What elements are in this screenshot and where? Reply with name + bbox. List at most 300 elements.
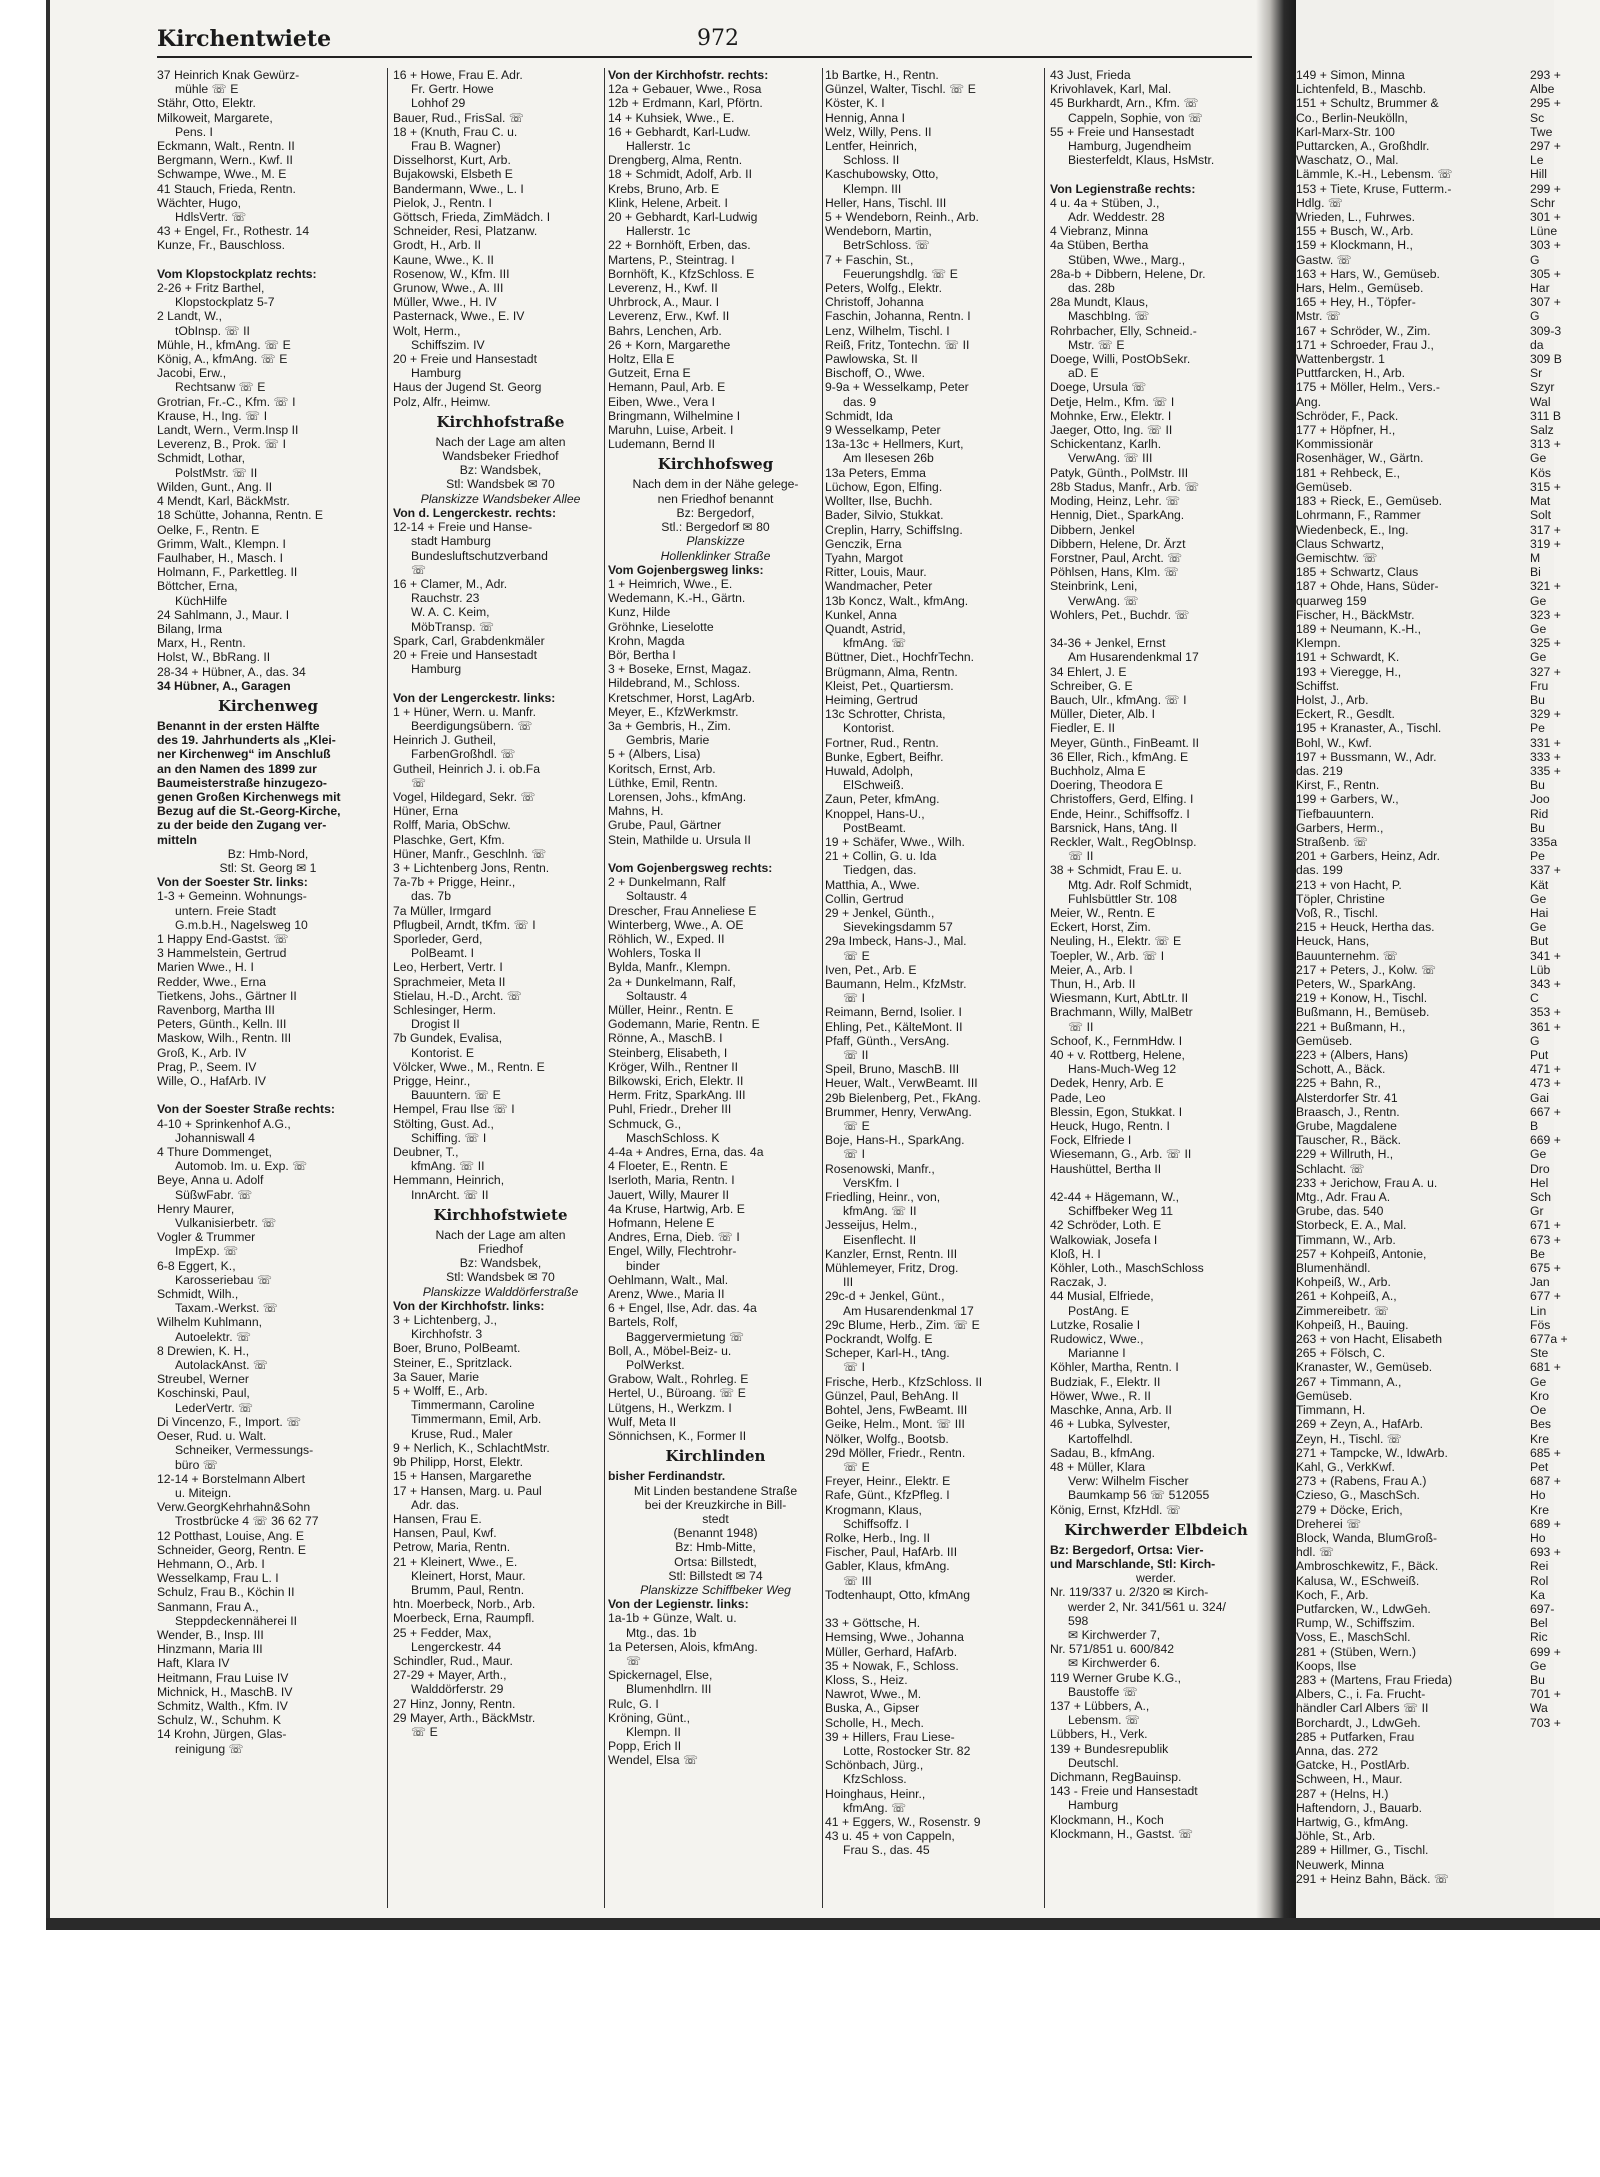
directory-entry: Sönnichsen, K., Former II <box>608 1429 747 1444</box>
directory-entry: Doering, Theodora E <box>1050 778 1163 793</box>
entry-continuation: Baumkamp 56 ☏ 512055 <box>1068 1488 1210 1503</box>
entry-continuation: Gemüseb. <box>1296 1388 1353 1403</box>
facing-column-1 <box>1296 68 1526 1913</box>
entry-continuation: Klempn. III <box>843 181 902 196</box>
directory-entry: 361 + <box>1530 1019 1561 1034</box>
directory-entry: Marx, H., Rentn. <box>157 636 246 651</box>
directory-entry: Ende, Heinr., Schiffsoffz. I <box>1050 806 1190 821</box>
directory-entry: 14 Krohn, Jürgen, Glas- <box>157 1727 287 1742</box>
directory-entry: 229 + Willruth, H., <box>1296 1147 1394 1162</box>
directory-entry: Walkowiak, Josefa I <box>1050 1232 1158 1247</box>
directory-entry: Steinbrink, Leni, <box>1050 579 1138 594</box>
directory-entry: 29a Imbeck, Hans-J., Mal. <box>825 934 967 949</box>
directory-entry: Wiedenbeck, E., Ing. <box>1296 522 1409 537</box>
directory-entry: 41 Stauch, Frieda, Rentn. <box>157 181 296 196</box>
directory-entry: Peters, W., SparkAng. <box>1296 977 1416 991</box>
street-info: (Benannt 1948) <box>673 1526 758 1541</box>
entry-continuation: Straßenb. ☏ <box>1296 834 1369 849</box>
directory-entry: 257 + Kohpeiß, Antonie, <box>1296 1246 1427 1261</box>
directory-entry: Speil, Bruno, MaschB. III <box>825 1062 960 1077</box>
directory-entry: Klockmann, H., Koch <box>1050 1812 1164 1827</box>
directory-entry: 12-14 + Borstelmann Albert <box>157 1471 306 1486</box>
directory-entry: Klink, Helene, Arbeit. I <box>608 195 728 210</box>
directory-entry: 9b Philipp, Horst, Elektr. <box>393 1455 524 1470</box>
directory-entry: Ge <box>1530 1658 1547 1673</box>
directory-entry: Krivohlavek, Karl, Mal. <box>1050 82 1172 97</box>
entry-continuation: AutolackAnst. ☏ <box>175 1358 269 1373</box>
directory-entry: Rulc, G. I <box>608 1696 659 1711</box>
directory-entry: 28a Mundt, Klaus, <box>1050 295 1149 310</box>
directory-entry: Hüner, Erna <box>393 804 459 819</box>
directory-entry: Köhler, Loth., MaschSchloss <box>1050 1261 1204 1276</box>
directory-entry: 34-36 + Jenkel, Ernst <box>1050 636 1166 651</box>
entry-continuation: das. 199 <box>1296 863 1343 878</box>
directory-entry: Leo, Herbert, Vertr. I <box>393 960 503 975</box>
directory-entry: 43 + Engel, Fr., Rothestr. 14 <box>157 224 310 239</box>
section-note: Baumeisterstraße hinzugezo- <box>157 775 327 790</box>
street-info: Stl: Wandsbek ✉ 70 <box>446 477 555 492</box>
entry-continuation: III <box>843 1275 854 1290</box>
directory-entry: Kleist, Pet., Quartiersm. <box>825 678 954 693</box>
directory-entry: 48 + Müller, Klara <box>1050 1459 1146 1474</box>
directory-entry: 28b Stadus, Manfr., Arb. ☏ <box>1050 479 1200 494</box>
directory-entry: Lämmle, K.-H., Lebensm. ☏ <box>1296 167 1453 182</box>
street-info: Stl: St. Georg ✉ 1 <box>219 860 317 875</box>
directory-entry: 223 + (Albers, Hans) <box>1296 1048 1409 1063</box>
entry-continuation: Bundesluftschutzverband <box>411 548 548 563</box>
directory-column-1 <box>157 68 379 1913</box>
entry-continuation: ☏ <box>626 1653 642 1668</box>
directory-entry: Schulz, W., Schuhm. K <box>157 1713 281 1728</box>
column-rule <box>604 68 605 1908</box>
directory-entry: Hars, Helm., Gemüseb. <box>1296 281 1424 296</box>
directory-entry: 267 + Timmann, A., <box>1296 1374 1402 1389</box>
directory-entry: htn. Moerbeck, Norb., Arb. <box>393 1597 536 1612</box>
entry-continuation: VerwAng. ☏ <box>1068 593 1139 608</box>
directory-entry: 21 + Kleinert, Wwe., E. <box>393 1554 518 1569</box>
directory-entry: Fru <box>1530 678 1549 693</box>
directory-entry: Kretschmer, Horst, LagArb. <box>608 690 755 705</box>
entry-continuation: Mtg., das. 1b <box>626 1625 697 1640</box>
entry-continuation: ☏ II <box>1068 849 1094 864</box>
directory-entry: Eiben, Wwe., Vera I <box>608 394 716 409</box>
directory-entry: 219 + Konow, H., Tischl. <box>1296 991 1428 1006</box>
directory-entry: Storbeck, E. A., Mal. <box>1296 1218 1407 1233</box>
directory-entry: Wendel, Elsa ☏ <box>608 1753 699 1768</box>
directory-entry: Oe <box>1530 1403 1547 1418</box>
directory-entry: 17 + Hansen, Marg. u. Paul <box>393 1483 542 1498</box>
directory-entry: Hennig, Diet., SparkAng. <box>1050 508 1185 523</box>
directory-entry: Dibbern, Helene, Dr. Ärzt <box>1050 536 1186 551</box>
entry-continuation: tObInsp. ☏ II <box>175 323 250 338</box>
directory-entry: 283 + (Martens, Frau Frieda) <box>1296 1672 1453 1687</box>
directory-entry: Petrow, Maria, Rentn. <box>393 1540 511 1555</box>
directory-entry: Lohrmann, F., Rammer <box>1296 508 1421 523</box>
entry-continuation: Kontorist. E <box>411 1045 474 1060</box>
directory-entry: Quandt, Astrid, <box>825 621 906 636</box>
directory-entry: 353 + <box>1530 1005 1561 1020</box>
directory-entry: 5 + Wendeborn, Reinh., Arb. <box>825 210 979 225</box>
directory-entry: Budziak, F., Elektr. II <box>1050 1374 1161 1389</box>
directory-entry: Gutheil, Heinrich J. i. ob.Fa <box>393 761 540 776</box>
entry-continuation: ☏ E <box>843 1459 870 1474</box>
map-reference: Hollenklinker Straße <box>660 548 771 563</box>
directory-entry: 317 + <box>1530 522 1561 537</box>
directory-entry: Herm. Fritz, SparkAng. III <box>608 1088 746 1103</box>
directory-entry: 151 + Schultz, Brummer & <box>1296 96 1439 111</box>
directory-entry: Peters, Günth., Kelln. III <box>157 1017 287 1032</box>
directory-entry: Heuck, Hugo, Rentn. I <box>1050 1119 1170 1134</box>
directory-entry: Koch, F., Arb. <box>1296 1587 1369 1602</box>
street-info: Nach der Lage am alten <box>435 434 566 449</box>
directory-entry: Holst, W., BbRang. II <box>157 650 271 665</box>
entry-continuation: Automob. Im. u. Exp. ☏ <box>175 1159 308 1174</box>
directory-entry: Pe <box>1530 849 1545 864</box>
directory-entry: 16 + Clamer, M., Adr. <box>393 576 508 591</box>
directory-entry: 13a Peters, Emma <box>825 465 926 480</box>
entry-continuation: Schiffing. ☏ I <box>411 1130 487 1145</box>
entry-continuation: Karl-Marx-Str. 100 <box>1296 124 1395 139</box>
directory-entry: Wal <box>1530 394 1551 409</box>
directory-entry: Haus der Jugend St. Georg <box>393 380 542 395</box>
directory-entry: 667 + <box>1530 1104 1561 1119</box>
directory-entry: Schickentanz, Karlh. <box>1050 437 1162 452</box>
directory-entry: 165 + Hey, H., Töpfer- <box>1296 295 1416 310</box>
directory-entry: 309-3 <box>1530 323 1562 338</box>
directory-entry: 42 Schröder, Loth. E <box>1050 1218 1162 1233</box>
directory-entry: 177 + Höpfner, H., <box>1296 423 1396 438</box>
directory-entry: 45 Burkhardt, Arn., Kfm. ☏ <box>1050 96 1199 111</box>
entry-continuation: ☏ III <box>843 1573 872 1588</box>
directory-entry: 693 + <box>1530 1545 1561 1560</box>
directory-entry: Boer, Bruno, PolBeamt. <box>393 1341 521 1356</box>
directory-entry: Joo <box>1530 792 1550 807</box>
directory-entry: Friedling, Heinr., von, <box>825 1190 941 1205</box>
directory-entry: Lichtenfeld, B., Maschb. <box>1296 82 1427 97</box>
directory-entry: 329 + <box>1530 707 1561 722</box>
street-info: Wandsbeker Friedhof <box>442 449 559 464</box>
directory-entry: 197 + Bussmann, W., Adr. <box>1296 749 1437 764</box>
entry-continuation: Gastw. ☏ <box>1296 252 1352 267</box>
entry-continuation: ElSchweiß. <box>843 778 904 793</box>
street-info: werder. <box>1136 1571 1176 1586</box>
directory-entry: Sadau, B., kfmAng. <box>1050 1445 1156 1460</box>
entry-continuation: Schloss. II <box>843 153 900 168</box>
directory-entry: Kre <box>1530 1431 1549 1446</box>
entry-continuation: G.m.b.H., Nagelsweg 10 <box>175 917 308 932</box>
directory-entry: 309 B <box>1530 352 1562 367</box>
directory-entry: Bandermann, Wwe., L. I <box>393 181 524 196</box>
section-note: Bezug auf die St.-Georg-Kirche, <box>157 804 341 819</box>
directory-entry: Hansen, Frau E. <box>393 1511 482 1526</box>
running-head: Kirchentwiete <box>157 26 332 52</box>
directory-entry: Jaeger, Otto, Ing. ☏ II <box>1050 423 1173 438</box>
directory-entry: 42-44 + Hägemann, W., <box>1050 1190 1180 1205</box>
directory-entry: 335a <box>1530 834 1558 849</box>
directory-entry: Nawrot, Wwe., M. <box>825 1687 922 1702</box>
directory-entry: Bilkowski, Erich, Elektr. II <box>608 1074 744 1089</box>
directory-entry: Doege, Ursula ☏ <box>1050 380 1147 395</box>
directory-entry: Hemmann, Heinrich, <box>393 1173 505 1188</box>
directory-entry: 137 + Lübbers, A., <box>1050 1698 1150 1713</box>
entry-continuation: Walddörferstr. 29 <box>411 1682 504 1697</box>
directory-entry: Rol <box>1530 1573 1549 1588</box>
directory-entry: 4 Mendt, Karl, BäckMstr. <box>157 494 290 509</box>
directory-entry: Hel <box>1530 1175 1549 1190</box>
directory-entry: 44 Musial, Elfriede, <box>1050 1289 1154 1304</box>
directory-entry: Collin, Gertrud <box>825 891 904 906</box>
street-info: Bz: Bergedorf, <box>676 505 755 520</box>
directory-entry: 119 Werner Grube K.G., <box>1050 1670 1181 1685</box>
directory-entry: Dro <box>1530 1161 1550 1176</box>
directory-entry: 3a Sauer, Marie <box>393 1369 480 1384</box>
directory-entry: Bunke, Egbert, Beifhr. <box>825 749 944 764</box>
directory-entry: 12-14 + Freie und Hanse- <box>393 520 533 535</box>
directory-entry: Lorensen, Johs., kfmAng. <box>608 789 747 804</box>
directory-entry: Hill <box>1530 167 1547 182</box>
directory-entry: 9 + Nerlich, K., SchlachtMstr. <box>393 1440 550 1455</box>
directory-entry: 697- <box>1530 1601 1555 1616</box>
entry-continuation: Tiedgen, das. <box>843 863 917 878</box>
directory-entry: Deubner, T., <box>393 1145 459 1160</box>
directory-entry: 225 + Bahn, R., <box>1296 1076 1382 1091</box>
directory-entry: Rump, W., Schiffszim. <box>1296 1616 1415 1631</box>
directory-entry: 313 + <box>1530 437 1561 452</box>
directory-entry: Spark, Carl, Grabdenkmäler <box>393 633 545 648</box>
directory-entry: Bauer, Rud., FrisSal. ☏ <box>393 110 525 125</box>
directory-entry: 333 + <box>1530 749 1561 764</box>
entry-continuation: Kontorist. <box>843 721 895 736</box>
directory-entry: Zeyn, H., Tischl. ☏ <box>1296 1431 1402 1446</box>
directory-entry: Schreiber, G. E <box>1050 678 1133 693</box>
entry-continuation: Eisenflecht. II <box>843 1232 917 1247</box>
directory-entry: Krohn, Magda <box>608 633 685 648</box>
directory-entry: Braasch, J., Rentn. <box>1296 1104 1400 1119</box>
directory-entry: Ehling, Pet., KälteMont. II <box>825 1019 963 1034</box>
directory-entry: Wedemann, K.-H., Gärtn. <box>608 591 746 606</box>
directory-entry: Reimann, Bernd, Isolier. I <box>825 1005 962 1020</box>
directory-entry: Faschin, Johanna, Rentn. I <box>825 309 971 324</box>
directory-entry: 18 + Schmidt, Adolf, Arb. II <box>608 167 752 182</box>
directory-entry: 323 + <box>1530 607 1561 622</box>
entry-continuation: u. Miteign. <box>175 1485 232 1500</box>
directory-entry: 13b Koncz, Walt., kfmAng. <box>825 593 969 608</box>
directory-entry: Detje, Helm., Kfm. ☏ I <box>1050 394 1175 409</box>
directory-entry: Engel, Willy, Flechtrohr- <box>608 1244 737 1259</box>
directory-entry: Haft, Klara IV <box>157 1656 230 1671</box>
directory-entry: Popp, Erich II <box>608 1739 682 1754</box>
directory-entry: 187 + Ohde, Hans, Süder- <box>1296 579 1439 594</box>
directory-entry: da <box>1530 337 1544 352</box>
directory-entry: 55 + Freie und Hansestadt <box>1050 124 1194 139</box>
directory-entry: 6-8 Eggert, K., <box>157 1258 236 1273</box>
directory-entry: Kohpeiß, W., Arb. <box>1296 1275 1391 1290</box>
directory-entry: Schmidt, Wilh., <box>157 1287 239 1302</box>
entry-continuation: KüchHilfe <box>175 593 228 608</box>
entry-continuation: Hamburg, Jugendheim <box>1068 139 1192 154</box>
directory-entry: Peters, Wolfg., Elektr. <box>825 281 942 296</box>
directory-entry: Haftendorn, J., Bauarb. <box>1296 1800 1423 1815</box>
entry-continuation: ☏ I <box>843 1147 866 1162</box>
entry-continuation: Schlacht. ☏ <box>1296 1161 1365 1176</box>
directory-entry: 7a-7b + Prigge, Heinr., <box>393 875 516 890</box>
directory-entry: Le <box>1530 153 1544 168</box>
directory-entry: König, Ernst, KfzHdl. ☏ <box>1050 1502 1182 1517</box>
directory-entry: Lentfer, Heinrich, <box>825 139 918 154</box>
directory-entry: Röhlich, W., Exped. II <box>608 931 725 946</box>
directory-entry: Solt <box>1530 508 1552 523</box>
directory-entry: 38 + Schmidt, Frau E. u. <box>1050 863 1182 878</box>
entry-continuation: Kleinert, Horst, Maur. <box>411 1568 526 1583</box>
section-note: an den Namen des 1899 zur <box>157 761 317 776</box>
directory-entry: Ge <box>1530 891 1547 906</box>
entry-continuation: Schiffsoffz. I <box>843 1516 909 1531</box>
directory-entry: Be <box>1530 1246 1545 1261</box>
directory-entry: 341 + <box>1530 948 1561 963</box>
directory-entry: 143 - Freie und Hansestadt <box>1050 1784 1198 1799</box>
entry-continuation: Drogist II <box>411 1017 460 1032</box>
directory-entry: 335 + <box>1530 763 1561 778</box>
directory-entry: 171 + Schroeder, Frau J., <box>1296 337 1434 352</box>
directory-entry: Kaschubowsky, Otto, <box>825 167 939 182</box>
street-info: bei der Kreuzkirche in Bill- <box>644 1497 787 1512</box>
street-info <box>393 676 608 690</box>
directory-entry: 22 + Bornhöft, Erben, das. <box>608 238 751 253</box>
directory-entry: Arenz, Wwe., Maria II <box>608 1287 725 1302</box>
directory-entry: Kröger, Wilh., Rentner II <box>608 1059 739 1074</box>
directory-entry: 3 Hammelstein, Gertrud <box>157 946 287 961</box>
directory-entry: 4 Thure Dommenget, <box>157 1145 272 1160</box>
directory-entry: Patyk, Günth., PolMstr. III <box>1050 465 1189 480</box>
street-heading: Kirchhofstwiete <box>433 1205 568 1224</box>
entry-continuation: W. A. C. Keim, <box>411 605 490 620</box>
directory-entry: Sc <box>1530 110 1545 125</box>
entry-continuation: Klopstockplatz 5-7 <box>175 295 275 310</box>
directory-entry: Heiming, Gertrud <box>825 692 918 707</box>
directory-entry: Nölker, Wolfg., Bootsb. <box>825 1431 949 1446</box>
directory-entry: Brachmann, Willy, MalBetr <box>1050 1005 1193 1020</box>
directory-entry: 215 + Heuck, Hertha das. <box>1296 920 1435 935</box>
directory-entry: Kro <box>1530 1388 1549 1403</box>
directory-entry: 2a + Dunkelmann, Ralf, <box>608 974 736 989</box>
directory-entry: 321 + <box>1530 579 1561 594</box>
directory-entry: Toepler, W., Arb. ☏ I <box>1050 948 1165 963</box>
directory-entry: Rohrbacher, Elly, Schneid.- <box>1050 323 1197 338</box>
directory-entry: Marien Wwe., H. I <box>157 960 254 975</box>
directory-entry: Drengberg, Alma, Rentn. <box>608 153 743 168</box>
directory-entry: Kröning, Günt., <box>608 1710 690 1725</box>
directory-entry: Eckmann, Walt., Rentn. II <box>157 139 295 154</box>
section-note: Vom Gojenbergsweg rechts: <box>608 860 773 875</box>
entry-continuation: kfmAng. ☏ <box>843 636 907 651</box>
directory-entry: Wulf, Meta II <box>608 1414 677 1429</box>
directory-entry: Wächter, Hugo, <box>157 195 241 210</box>
entry-continuation: reinigung ☏ <box>175 1741 244 1756</box>
directory-entry: 35 + Nowak, F., Schloss. <box>825 1658 959 1673</box>
street-info: Bz: Hmb-Nord, <box>227 846 309 861</box>
entry-continuation: BetrSchloss. ☏ <box>843 238 931 253</box>
directory-entry: G <box>1530 1033 1540 1048</box>
entry-continuation: Gemüseb. <box>1296 479 1353 494</box>
directory-entry: Koritsch, Ernst, Arb. <box>608 761 716 776</box>
directory-entry: 6 + Engel, Ilse, Adr. das. 4a <box>608 1301 757 1316</box>
directory-entry: 29c-d + Jenkel, Günt., <box>825 1289 945 1304</box>
street-info <box>157 253 379 267</box>
directory-entry: 26 + Korn, Margarethe <box>608 337 731 352</box>
directory-entry: Büttner, Diet., HochfrTechn. <box>825 650 975 665</box>
directory-entry: 1a Petersen, Alois, kfmAng. <box>608 1639 758 1654</box>
directory-entry: Leverenz, Erw., Kwf. II <box>608 309 730 324</box>
directory-entry: 281 + (Stüben, Wern.) <box>1296 1644 1417 1659</box>
entry-continuation: hdl. ☏ <box>1296 1545 1335 1560</box>
directory-entry: C <box>1530 991 1539 1006</box>
entry-continuation: Kruse, Rud., Maler <box>411 1426 513 1441</box>
entry-continuation: Am Husarendenkmal 17 <box>843 1303 974 1318</box>
directory-entry: Wolt, Herm., <box>393 323 461 338</box>
directory-entry: Wa <box>1530 1701 1548 1716</box>
entry-continuation: Dreherei ☏ <box>1296 1516 1362 1531</box>
directory-entry: Redder, Wwe., Erna <box>157 974 267 989</box>
entry-continuation: Frau S., das. 45 <box>843 1843 930 1858</box>
directory-entry: Vogel, Hildegard, Sekr. ☏ <box>393 789 536 804</box>
directory-entry: König, A., kfmAng. ☏ E <box>157 352 288 367</box>
directory-entry: Rei <box>1530 1559 1549 1574</box>
directory-entry: 1a-1b + Günze, Walt. u. <box>608 1611 737 1626</box>
directory-entry: 669 + <box>1530 1133 1561 1148</box>
directory-entry: Waschatz, O., Mal. <box>1296 153 1399 168</box>
directory-entry: Bohl, W., Kwf. <box>1296 735 1372 750</box>
entry-continuation: Taxam.-Werkst. ☏ <box>175 1301 279 1316</box>
header-rule <box>157 56 1252 58</box>
directory-entry: 343 + <box>1530 977 1561 991</box>
directory-entry: Kloß, H. I <box>1050 1246 1101 1261</box>
directory-entry: 201 + Garbers, Heinz, Adr. <box>1296 849 1440 864</box>
entry-continuation: Hallerstr. 1c <box>626 139 691 154</box>
street-info: Bz: Hmb-Mitte, <box>675 1540 756 1555</box>
directory-entry: Albe <box>1530 82 1555 97</box>
directory-entry: Wendeborn, Martin, <box>825 224 932 239</box>
directory-entry: 7 + Faschin, St., <box>825 252 914 267</box>
entry-continuation: ☏ II <box>843 1048 869 1063</box>
street-info: Friedhof <box>478 1242 523 1257</box>
directory-entry: Rid <box>1530 806 1549 821</box>
entry-continuation: Trostbrücke 4 ☏ 36 62 77 <box>175 1514 319 1529</box>
directory-entry: Hertel, U., Büroang. ☏ E <box>608 1386 746 1401</box>
entry-continuation: Cappeln, Sophie, von ☏ <box>1068 110 1204 125</box>
directory-entry: Landt, Wern., Verm.Insp II <box>157 423 299 438</box>
directory-entry: Hennig, Anna I <box>825 110 905 125</box>
directory-column-4 <box>825 68 1039 1913</box>
directory-entry: 2 Landt, W., <box>157 309 223 324</box>
directory-entry: Oelke, F., Rentn. E <box>157 522 260 537</box>
directory-entry: Schönbach, Jürg., <box>825 1758 924 1773</box>
directory-entry: Hempel, Frau Ilse ☏ I <box>393 1102 515 1117</box>
street-info <box>157 1088 379 1102</box>
entry-continuation: ImpExp. ☏ <box>175 1244 239 1259</box>
directory-entry: Oehlmann, Walt., Mal. <box>608 1272 729 1287</box>
directory-entry: Rudowicz, Wwe., <box>1050 1332 1144 1347</box>
directory-entry: 181 + Rehbeck, E., <box>1296 465 1400 480</box>
directory-entry: Claus Schwartz, <box>1296 536 1385 551</box>
directory-entry: Bes <box>1530 1417 1552 1432</box>
directory-entry: Kranaster, W., Gemüseb. <box>1296 1360 1433 1375</box>
directory-entry: 289 + Hillmer, G., Tischl. <box>1296 1843 1429 1858</box>
directory-entry: 4a Kruse, Hartwig, Arb. E <box>608 1201 745 1216</box>
directory-entry: 36 Eller, Rich., kfmAng. E <box>1050 749 1189 764</box>
directory-entry: Gatcke, H., PostlArb. <box>1296 1758 1410 1773</box>
directory-entry: 5 + (Albers, Lisa) <box>608 747 701 762</box>
directory-entry: Jesseijus, Helm., <box>825 1218 918 1233</box>
